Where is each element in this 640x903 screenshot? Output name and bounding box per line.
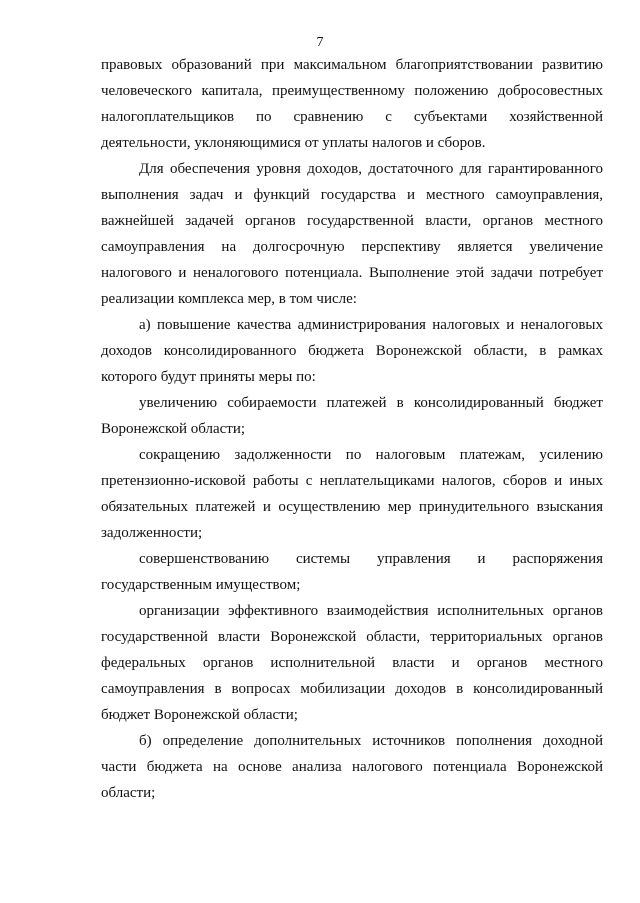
sub-item-property-management: совершенствованию системы управления и распоряжения государственным имуществом; <box>101 551 603 593</box>
document-body <box>101 52 603 806</box>
list-item-a: а) повышение качества администрирования налоговых и неналоговых доходов консолидированного бюджета Воронежской области, в рамках которого будут приняты меры по: <box>101 317 603 385</box>
page-number: 7 <box>316 35 324 50</box>
list-item-b: б) определение дополнительных источников пополнения доходной части бюджета на основе анализа налогового потенциала Воронежской области; <box>101 733 603 801</box>
sub-item-interaction: организации эффективного взаимодействия исполнительных органов государственной власти Воронежской области, территориальных органов федеральных органов исполнительной власти и органов местного самоуправления в вопросах мобилизации доходов в консолидированный бюджет Воронежской области; <box>101 603 603 723</box>
paragraph-revenue-measures: Для обеспечения уровня доходов, достаточного для гарантированного выполнения задач и функций государства и местного самоуправления, важнейшей задачей органов государственной власти, органов местного самоуправления на долгосрочную перспективу является увеличение налогового и неналогового потенциала. Выполнение этой задачи потребует реализации комплекса мер, в том числе: <box>101 161 603 307</box>
paragraph-continuation: правовых образований при максимальном благоприятствовании развитию человеческого капитала, преимущественному положению добросовестных налогоплательщиков по сравнению с субъектами хозяйственной деятельности, уклоняющимися от уплаты налогов и сборов. <box>101 57 603 151</box>
sub-item-debt-reduction: сокращению задолженности по налоговым платежам, усилению претензионно-исковой работы с неплательщиками налогов, сборов и иных обязательных платежей и осуществлению мер принудительного взыскания задолженности; <box>101 447 603 541</box>
sub-item-collection: увеличению собираемости платежей в консолидированный бюджет Воронежской области; <box>101 395 603 437</box>
